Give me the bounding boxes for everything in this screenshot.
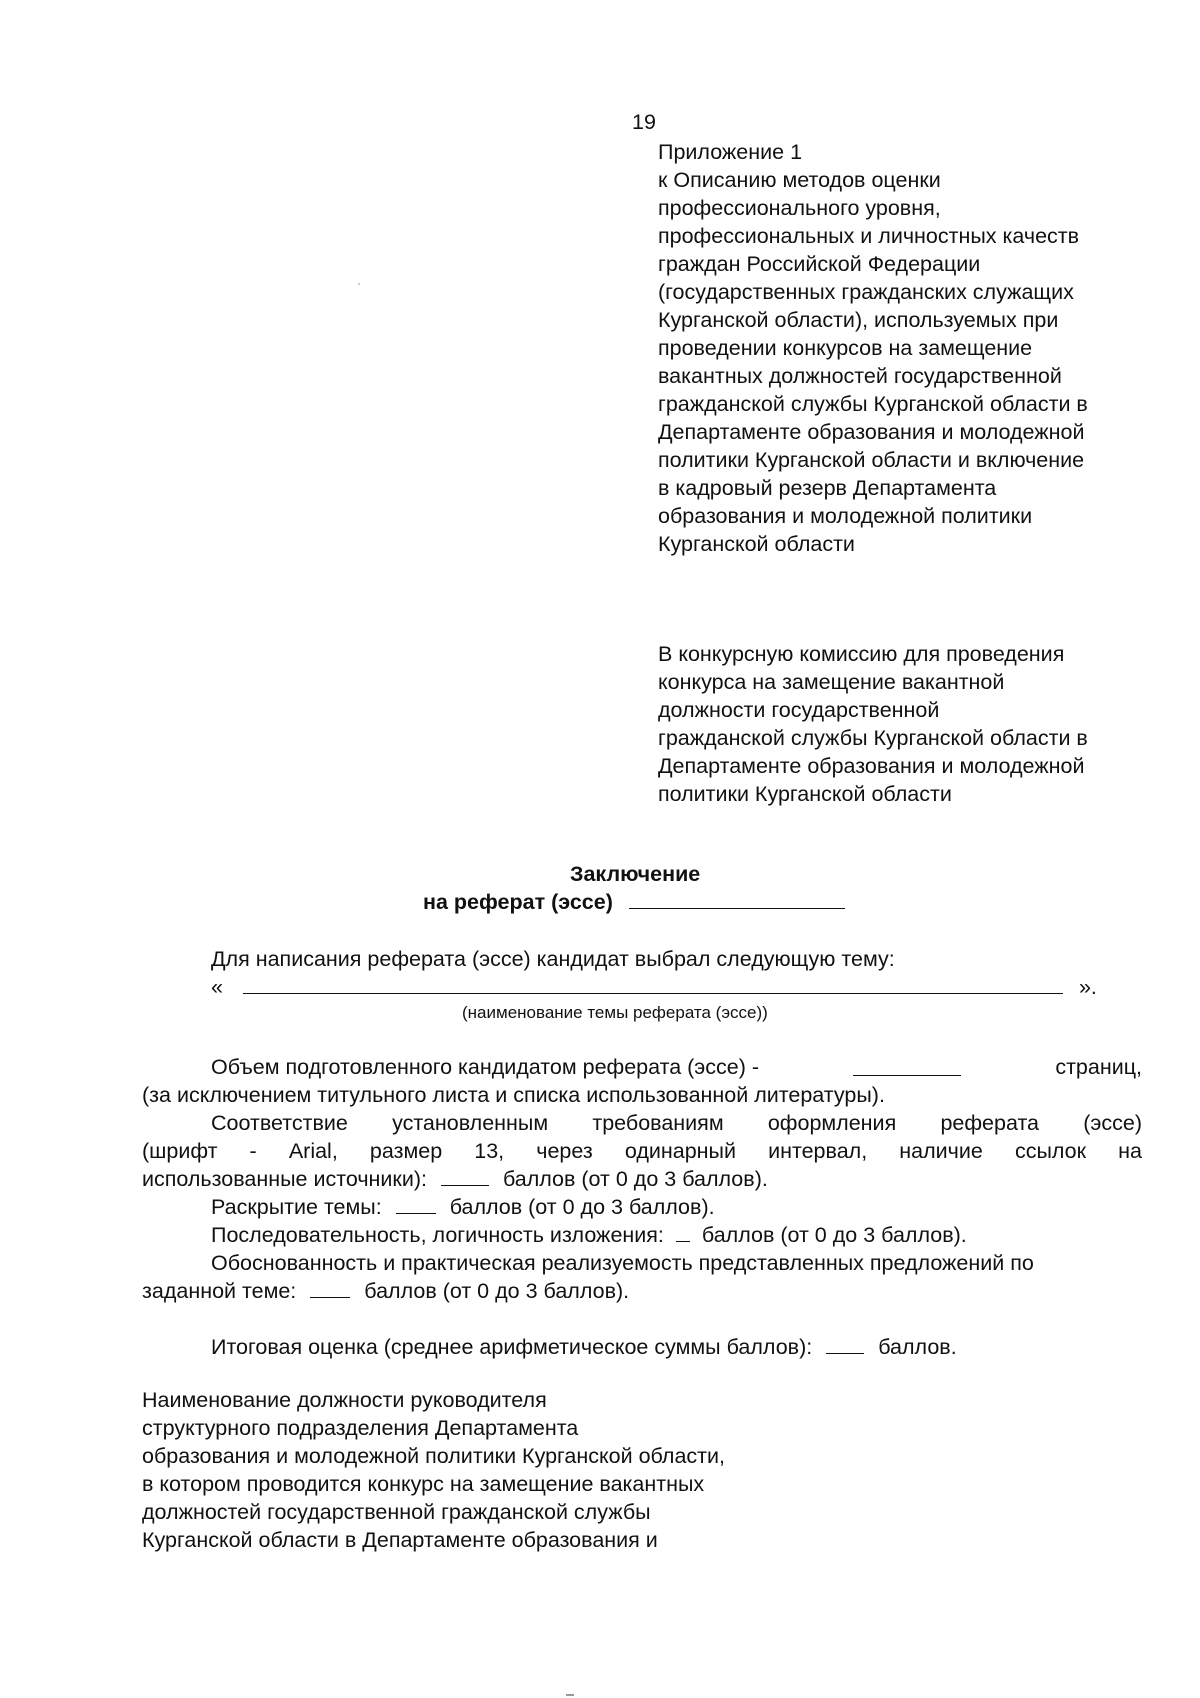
validity-line: Обоснованность и практическая реализуемость представленных предложений по [211,1251,1034,1275]
addressee-line: В конкурсную комиссию для проведения [658,642,1065,666]
topic-disclosure-scale: баллов (от 0 до 3 баллов). [449,1195,715,1219]
consistency-score-blank[interactable] [676,1241,690,1242]
pages-count-blank[interactable] [853,1075,961,1076]
final-score-blank[interactable] [826,1353,864,1354]
addressee-block [658,640,1088,808]
scan-artifact [358,283,360,285]
appendix-line: профессиональных и личностных качеств [658,224,1080,248]
appendix-line: в кадровый резерв Департамента [658,476,997,500]
compliance-paragraph [142,1109,1142,1193]
signatory-line: Курганской области в Департаменте образования и [142,1528,658,1552]
validity-scale: баллов (от 0 до 3 баллов). [364,1279,630,1303]
addressee-line: политики Курганской области [658,782,952,806]
compliance-text: использованные источники): [142,1167,427,1191]
topic-disclosure-text: Раскрытие темы: [211,1195,382,1219]
compliance-line: Соответствие установленным требованиям оформления реферата (эссе) [211,1111,1142,1135]
signatory-line: должностей государственной гражданской службы [142,1500,651,1524]
compliance-line: (шрифт - Arial, размер 13, через одинарный интервал, наличие ссылок на [142,1139,1142,1163]
appendix-line: Приложение 1 [658,140,803,164]
open-quote: « [211,975,223,999]
topic-intro: Для написания реферата (эссе) кандидат выбрал следующую тему: [211,947,895,971]
final-score-line [142,1333,957,1361]
appendix-line: граждан Российской Федерации [658,252,981,276]
volume-paragraph [142,1053,1142,1109]
appendix-line: к Описанию методов оценки [658,168,941,192]
consistency-scale: баллов (от 0 до 3 баллов). [701,1223,967,1247]
appendix-line: гражданской службы Курганской области в [658,392,1088,416]
volume-unit: страниц, [1055,1055,1142,1079]
addressee-line: должности государственной [658,698,940,722]
appendix-note [658,138,1088,558]
subtitle-text: на реферат (эссе) [423,890,613,914]
appendix-line: образования и молодежной политики [658,504,1033,528]
signatory-block [142,1386,725,1554]
volume-text: Объем подготовленного кандидатом реферата (эссе) - [211,1055,760,1079]
signatory-line: в котором проводится конкурс на замещение вакантных [142,1472,705,1496]
compliance-scale: баллов (от 0 до 3 баллов). [502,1167,768,1191]
page-number: 19 [632,110,656,134]
validity-paragraph [142,1249,1142,1305]
document-title: Заключение [570,862,701,886]
appendix-line: Курганской области), используемых при [658,308,1059,332]
appendix-line: Курганской области [658,532,855,556]
appendix-line: профессионального уровня, [658,196,941,220]
validity-score-blank[interactable] [310,1297,350,1298]
appendix-line: проведении конкурсов на замещение [658,336,1033,360]
appendix-line: вакантных должностей государственной [658,364,1062,388]
signatory-line: структурного подразделения Департамента [142,1416,579,1440]
final-score-unit: баллов. [878,1335,957,1359]
compliance-score-blank[interactable] [441,1185,489,1186]
topic-line [211,975,1097,1000]
appendix-line: Департаменте образования и молодежной [658,420,1085,444]
topic-disclosure-score-blank[interactable] [396,1213,436,1214]
signatory-line: Наименование должности руководителя [142,1388,547,1412]
addressee-line: Департаменте образования и молодежной [658,754,1085,778]
volume-note: (за исключением титульного листа и списка использованной литературы). [142,1083,885,1107]
signatory-line: образования и молодежной политики Курганской области, [142,1444,725,1468]
addressee-line: конкурса на замещение вакантной [658,670,1005,694]
close-quote: ». [1078,975,1097,999]
validity-text: заданной теме: [142,1279,297,1303]
appendix-line: политики Курганской области и включение [658,448,1085,472]
consistency-text: Последовательность, логичность изложения: [211,1223,664,1247]
topic-name-blank[interactable] [243,993,1063,994]
final-score-text: Итоговая оценка (среднее арифметическое суммы баллов): [211,1335,813,1359]
consistency-line [142,1221,967,1249]
document-subtitle [423,890,845,915]
scan-artifact [566,1694,574,1696]
essay-author-blank[interactable] [629,908,845,909]
topic-disclosure-line [142,1193,715,1221]
addressee-line: гражданской службы Курганской области в [658,726,1088,750]
topic-caption: (наименование темы реферата (эссе)) [462,1003,768,1022]
appendix-line: (государственных гражданских служащих [658,280,1074,304]
